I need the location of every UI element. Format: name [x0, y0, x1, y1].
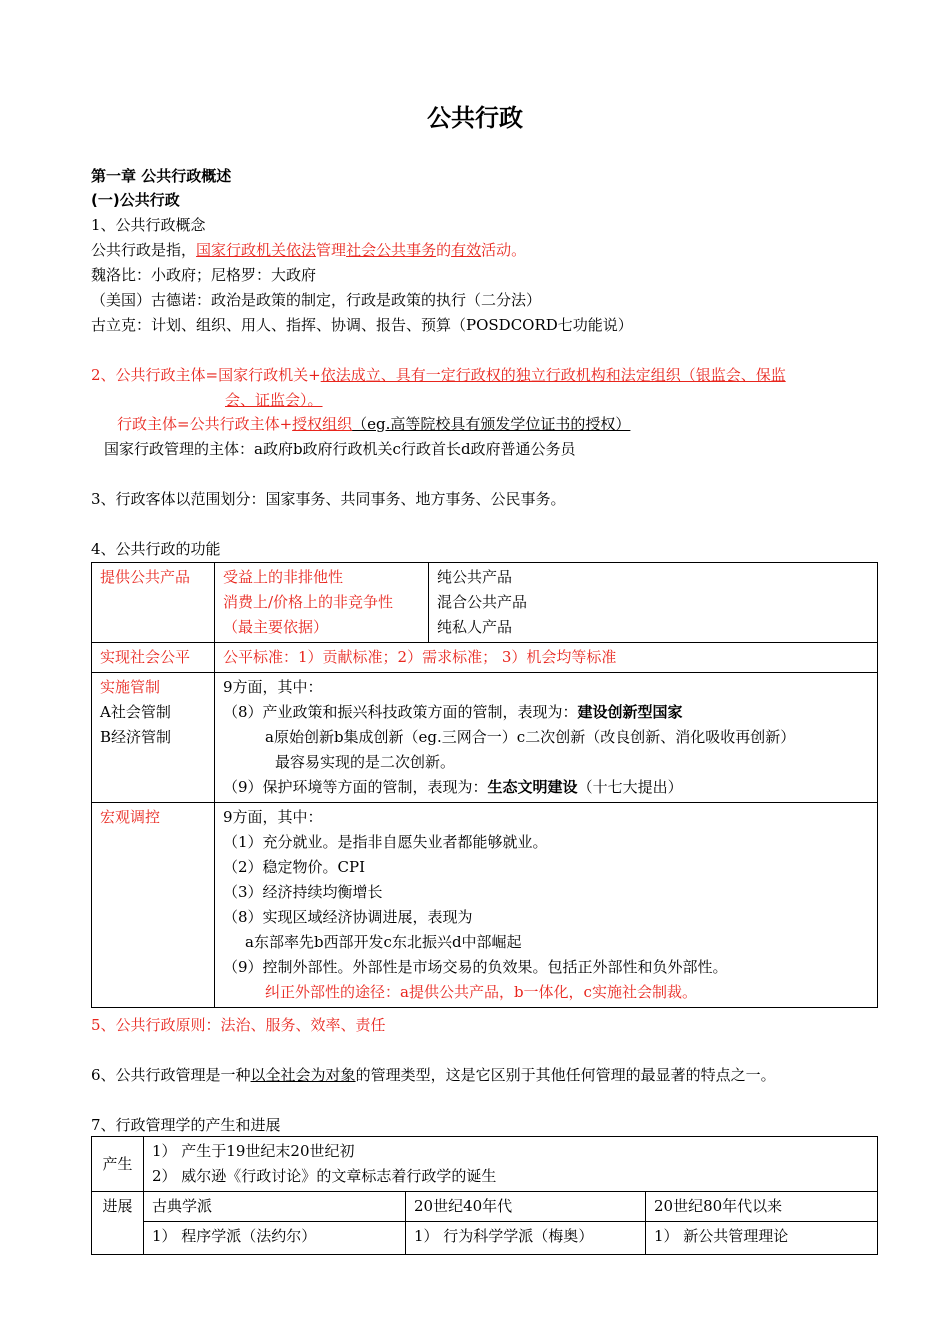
def-term: 活动。 — [481, 241, 527, 259]
content-line — [223, 700, 869, 725]
item1-heading: 1、公共行政概念 — [91, 216, 206, 234]
section-heading: (一)公共行政 — [91, 191, 180, 209]
function-label: 实现社会公平 — [92, 643, 215, 673]
def-term: 社会公共事务 — [346, 241, 437, 259]
criteria-line: 受益上的非排他性 — [223, 568, 344, 586]
product-type: 纯公共产品 — [437, 568, 513, 586]
def-term: 管理 — [316, 241, 347, 259]
item6-line — [91, 1065, 776, 1085]
product-types — [429, 563, 878, 643]
content-line: （8）实现区域经济协调进展，表现为 — [223, 908, 473, 926]
column-header: 20世纪40年代 — [406, 1192, 646, 1222]
label-line: A社会管制 — [100, 703, 171, 721]
item2-example: （eg.高等院校具有颁发学位证书的授权） — [352, 415, 631, 433]
content-line: 9方面，其中： — [223, 808, 323, 826]
table-row — [92, 643, 878, 673]
def-term: 有效 — [451, 241, 482, 259]
item3-line: 3、行政客体以范围划分：国家事务、共同事务、地方事务、公民事务。 — [91, 490, 566, 508]
label-line: B经济管制 — [100, 728, 172, 746]
function-content — [215, 643, 878, 673]
content-line: 最容易实现的是二次创新。 — [275, 753, 456, 771]
item2-line3 — [117, 414, 630, 434]
table-cell: 1） 新公共管理理论 — [646, 1222, 878, 1255]
item2-text: 行政主体=公共行政主体+ — [117, 415, 293, 433]
content-line: a东部率先b西部开发c东北振兴d中部崛起 — [245, 933, 522, 951]
content-line: 纠正外部性的途径：a提供公共产品，b一体化，c实施社会制裁。 — [265, 983, 697, 1001]
label-line: 实施管制 — [100, 678, 161, 696]
criteria-line: （最主要依据） — [223, 618, 329, 636]
content-line: 公平标准：1）贡献标准；2）需求标准； 3）机会均等标准 — [223, 648, 617, 666]
item4-heading: 4、公共行政的功能 — [91, 540, 221, 558]
chapter-heading: 第一章 公共行政概述 — [91, 167, 232, 185]
item1-line4: 古立克：计划、组织、用人、指挥、协调、报告、预算（POSDCORD七功能说） — [91, 316, 633, 334]
development-table — [91, 1136, 878, 1255]
content-line: （1）充分就业。是指非自愿失业者都能够就业。 — [223, 833, 548, 851]
content-text: （8）产业政策和振兴科技政策方面的管制，表现为： — [223, 703, 578, 721]
product-type: 混合公共产品 — [437, 593, 528, 611]
function-criteria — [215, 563, 429, 643]
row-label: 进展 — [92, 1192, 144, 1255]
item2-line4: 国家行政管理的主体：a政府b政府行政机关c行政首长d政府普通公务员 — [104, 440, 576, 458]
item5-line: 5、公共行政原则：法治、服务、效率、责任 — [91, 1016, 386, 1034]
criteria-line: 消费上/价格上的非竞争性 — [223, 593, 394, 611]
function-label: 宏观调控 — [92, 803, 215, 1008]
product-type: 纯私人产品 — [437, 618, 513, 636]
item1-line3: （美国）古德诺：政治是政策的制定，行政是政策的执行（二分法） — [91, 291, 542, 309]
item2-text-underlined: 授权组织 — [292, 415, 353, 433]
def-term: 国家行政机关 — [196, 241, 287, 259]
function-content — [215, 673, 878, 803]
item2-line2: 会、证监会）。 — [225, 391, 323, 409]
item2-text: 2、公共行政主体=国家行政机关+ — [91, 366, 321, 384]
content-line: 9方面，其中： — [223, 678, 323, 696]
content-emphasis: 生态文明建设 — [487, 778, 578, 796]
column-header: 古典学派 — [144, 1192, 406, 1222]
column-header: 20世纪80年代以来 — [646, 1192, 878, 1222]
table-row — [92, 1192, 878, 1222]
content-text: （十七大提出） — [577, 778, 683, 796]
item6-text: 6、公共行政管理是一种 — [91, 1066, 251, 1084]
table-row — [92, 563, 878, 643]
table-row — [92, 1222, 878, 1255]
content-emphasis: 建设创新型国家 — [577, 703, 683, 721]
table-row — [92, 803, 878, 1008]
content-line: （2）稳定物价。CPI — [223, 858, 366, 876]
content-line: 2） 威尔逊《行政讨论》的文章标志着行政学的诞生 — [152, 1167, 497, 1185]
table-cell: 1） 程序学派（法约尔） — [144, 1222, 406, 1255]
item6-text: 的管理类型，这是它区别于其他任何管理的最显著的特点之一。 — [355, 1066, 776, 1084]
content-line — [223, 775, 869, 800]
item7-heading: 7、行政管理学的产生和进展 — [91, 1116, 281, 1134]
item6-text-underlined: 以全社会为对象 — [250, 1066, 356, 1084]
content-line: （9）控制外部性。外部性是市场交易的负效果。包括正外部性和负外部性。 — [223, 958, 728, 976]
function-content — [215, 803, 878, 1008]
table-row — [92, 1137, 878, 1192]
item1-line2: 魏洛比：小政府；尼格罗：大政府 — [91, 266, 317, 284]
row-label: 产生 — [92, 1137, 144, 1192]
function-label — [92, 673, 215, 803]
document-title: 公共行政 — [427, 104, 523, 132]
content-line: 1） 产生于19世纪末20世纪初 — [152, 1142, 355, 1160]
content-line: （3）经济持续均衡增长 — [223, 883, 383, 901]
content-text: （9）保护环境等方面的管制，表现为： — [223, 778, 488, 796]
item2-line1 — [91, 365, 786, 385]
table-cell: 1） 行为科学学派（梅奥） — [406, 1222, 646, 1255]
def-term: 依法 — [286, 241, 317, 259]
def-term: 的 — [436, 241, 452, 259]
item1-definition — [91, 240, 526, 260]
function-label: 提供公共产品 — [92, 563, 215, 643]
origin-content — [144, 1137, 878, 1192]
def-text: 公共行政是指， — [91, 241, 197, 259]
item2-text-underlined: 依法成立、具有一定行政权的独立行政机构和法定组织（银监会、保监 — [320, 366, 786, 384]
functions-table — [91, 562, 878, 1008]
content-line: a原始创新b集成创新（eg.三网合一）c二次创新（改良创新、消化吸收再创新） — [265, 728, 796, 746]
table-row — [92, 673, 878, 803]
